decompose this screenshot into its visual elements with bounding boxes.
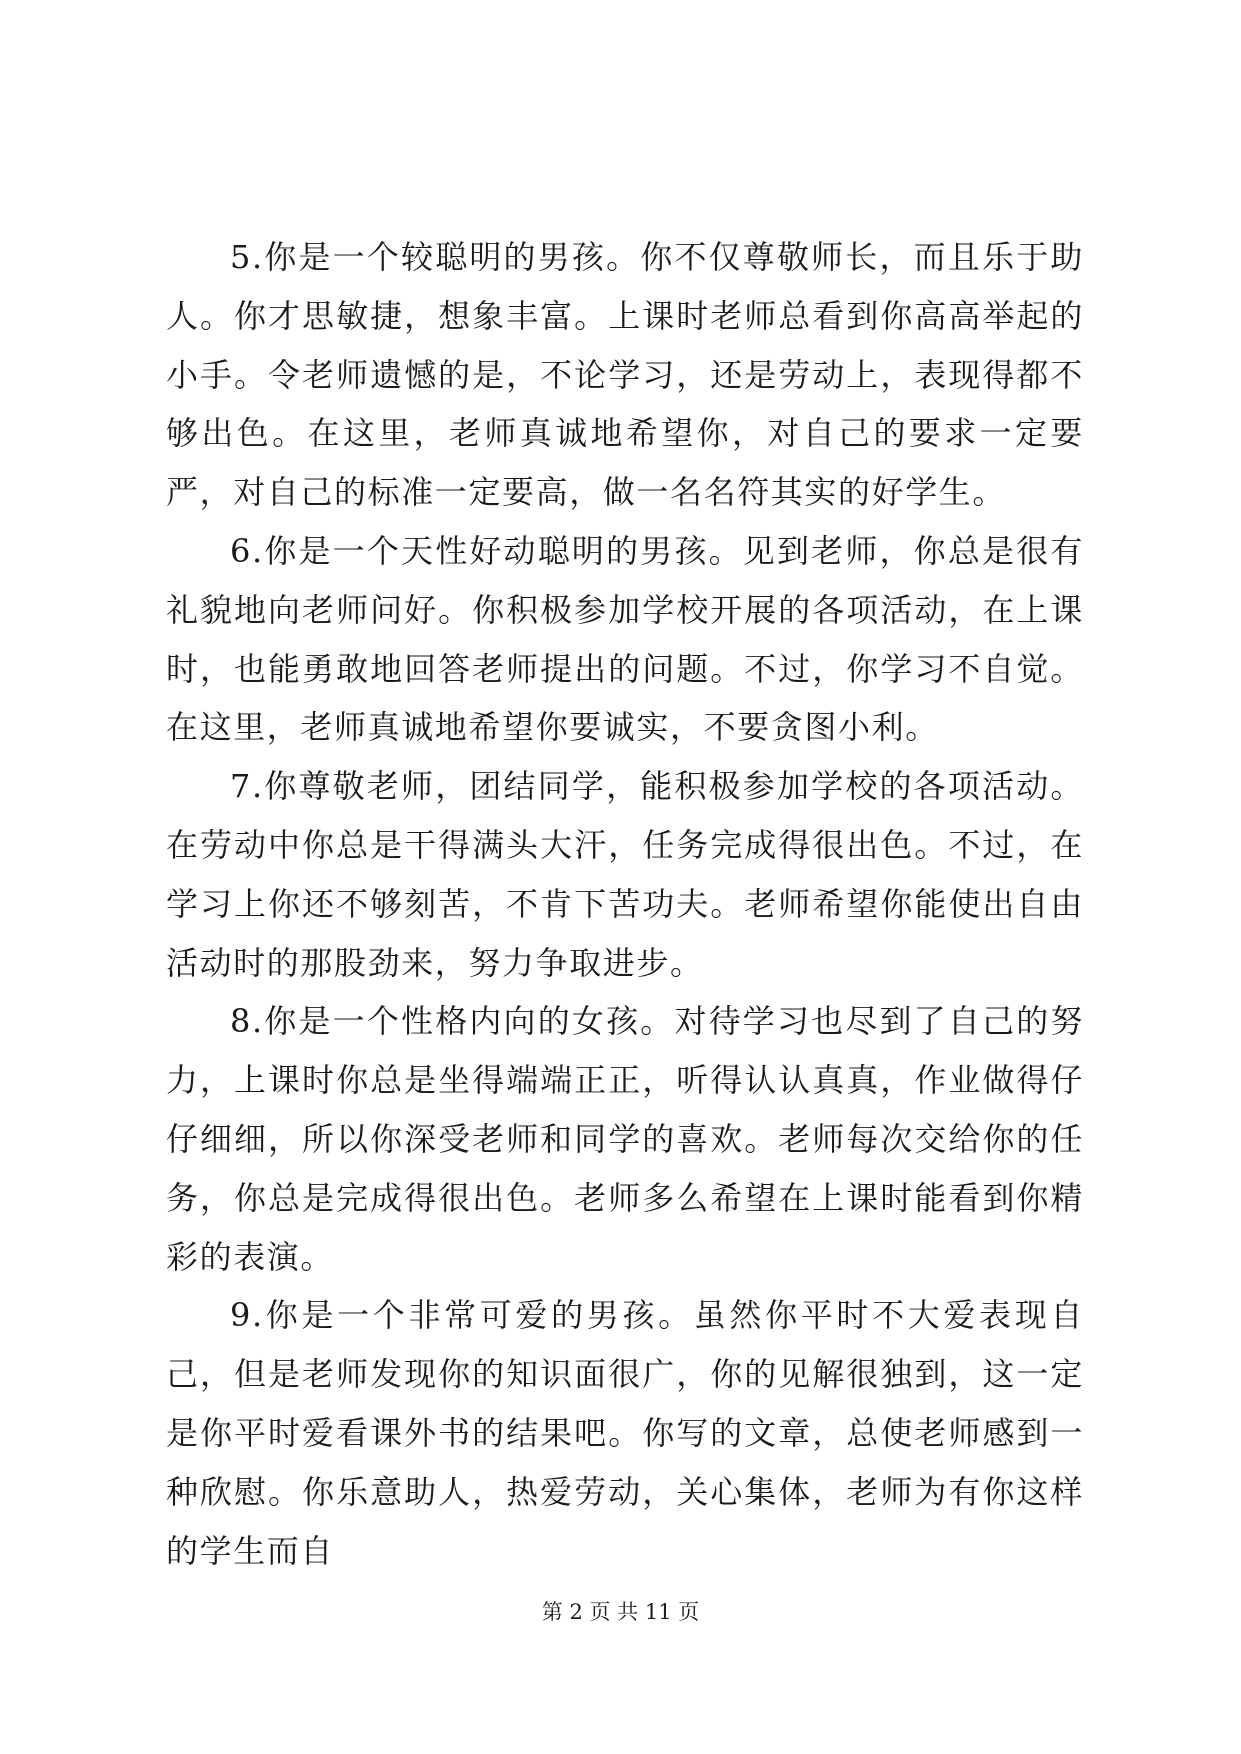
document-body <box>166 228 1084 1580</box>
comment-paragraph-8: 8.你是一个性格内向的女孩。对待学习也尽到了自己的努力，上课时你总是坐得端端正正，听得认认真真，作业做得仔仔细细，所以你深受老师和同学的喜欢。老师每次交给你的任务，你总是完成得很出色。老师多么希望在上课时能看到你精彩的表演。 <box>166 1002 1084 1276</box>
comment-paragraph-5: 5.你是一个较聪明的男孩。你不仅尊敬师长，而且乐于助人。你才思敏捷，想象丰富。上课时老师总看到你高高举起的小手。令老师遗憾的是，不论学习，还是劳动上，表现得都不够出色。在这里，老师真诚地希望你，对自己的要求一定要严，对自己的标准一定要高，做一名名符其实的好学生。 <box>166 238 1084 512</box>
comment-paragraph-6: 6.你是一个天性好动聪明的男孩。见到老师，你总是很有礼貌地向老师问好。你积极参加学校开展的各项活动，在上课时，也能勇敢地回答老师提出的问题。不过，你学习不自觉。在这里，老师真诚地希望你要诚实，不要贪图小利。 <box>166 531 1084 747</box>
comment-paragraph-9: 9.你是一个非常可爱的男孩。虽然你平时不大爱表现自己，但是老师发现你的知识面很广，你的见解很独到，这一定是你平时爱看课外书的结果吧。你写的文章，总使老师感到一种欣慰。你乐意助人，热爱劳动，关心集体，老师为有你这样的学生而自 <box>166 1296 1084 1570</box>
page-number-footer: 第 2 页 共 11 页 <box>541 1600 700 1624</box>
comment-paragraph-7: 7.你尊敬老师，团结同学，能积极参加学校的各项活动。在劳动中你总是干得满头大汗，任务完成得很出色。不过，在学习上你还不够刻苦，不肯下苦功夫。老师希望你能使出自由活动时的那股劲来，努力争取进步。 <box>166 767 1084 982</box>
